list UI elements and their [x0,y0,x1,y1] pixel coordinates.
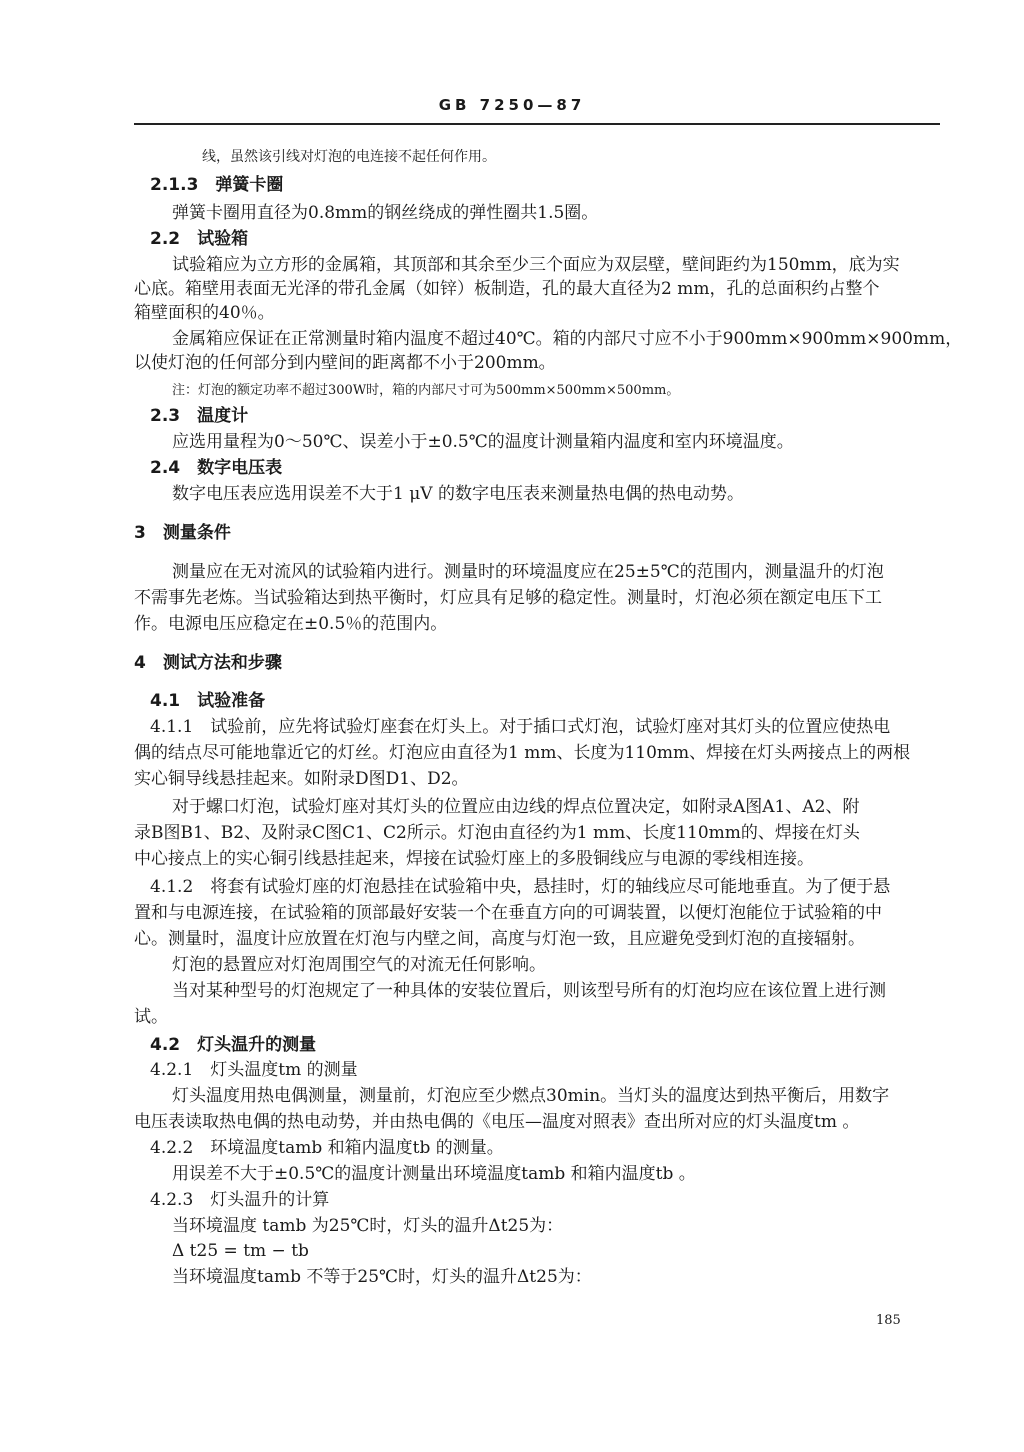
text-line: 以使灯泡的任何部分到内壁间的距离都不小于200mm。 [134,353,556,373]
text-line: 当对某种型号的灯泡规定了一种具体的安装位置后，则该型号所有的灯泡均应在该位置上进行测 [172,981,886,1001]
text-line: 当环境温度 tamb 为25℃时，灯头的温升Δt25为： [172,1216,564,1236]
section-heading: 4 测试方法和步骤 [134,653,282,673]
standard-header: GB 7250—87 [438,96,586,114]
text-line: 实心铜导线悬挂起来。如附录D图D1、D2。 [134,769,469,789]
section-heading: 2.3 温度计 [150,406,249,426]
text-line: 当环境温度tamb 不等于25℃时，灯头的温升Δt25为： [172,1267,592,1287]
page-number: 185 [876,1313,901,1328]
text-line: 灯头温度用热电偶测量，测量前，灯泡应至少燃点30min。当灯头的温度达到热平衡后，用数字 [172,1086,890,1106]
text-line: 4.2.1 灯头温度tm 的测量 [150,1060,358,1080]
text-line: 偶的结点尽可能地靠近它的灯丝。灯泡应由直径为1 mm、长度为110mm、焊接在灯头两接点上的两根 [134,743,911,763]
text-line: 对于螺口灯泡，试验灯座对其灯头的位置应由边线的焊点位置决定，如附录A图A1、A2、附 [172,797,860,817]
text-line: 心。测量时，温度计应放置在灯泡与内壁之间，高度与灯泡一致，且应避免受到灯泡的直接辐射。 [134,929,865,949]
text-line: 不需事先老炼。当试验箱达到热平衡时，灯应具有足够的稳定性。测量时，灯泡必须在额定电压下工 [134,588,882,608]
text-line: 置和与电源连接，在试验箱的顶部最好安装一个在垂直方向的可调装置，以便灯泡能位于试验箱的中 [134,903,882,923]
note-line: 注：灯泡的额定功率不超过300W时，箱的内部尺寸可为500mm×500mm×500mm。 [172,383,680,398]
text-line: 电压表读取热电偶的热电动势，并由热电偶的《电压—温度对照表》查出所对应的灯头温度tm 。 [134,1112,860,1132]
text-line: 测量应在无对流风的试验箱内进行。测量时的环境温度应在25±5℃的范围内，测量温升的灯泡 [172,562,884,582]
text-line: 用误差不大于±0.5℃的温度计测量出环境温度tamb 和箱内温度tb 。 [172,1164,696,1184]
section-heading: 2.1.3 弹簧卡圈 [150,175,284,195]
section-heading: 2.2 试验箱 [150,229,249,249]
text-line: 箱壁面积的40％。 [134,303,275,323]
formula-line: Δ t25 = tm − tb [172,1241,309,1261]
text-line: 心底。箱壁用表面无光泽的带孔金属（如锌）板制造，孔的最大直径为2 mm，孔的总面积约占整个 [134,279,880,299]
text-line: 4.2.2 环境温度tamb 和箱内温度tb 的测量。 [150,1138,504,1158]
section-heading: 4.2 灯头温升的测量 [150,1035,317,1055]
text-line: 数字电压表应选用误差不大于1 μV 的数字电压表来测量热电偶的热电动势。 [172,484,744,504]
text-line: 试验箱应为立方形的金属箱，其顶部和其余至少三个面应为双层壁，壁间距约为150mm，底为实 [172,255,900,275]
header-rule [134,123,940,125]
text-line: 金属箱应保证在正常测量时箱内温度不超过40℃。箱的内部尺寸应不小于900mm×900mm×900mm， [172,329,963,349]
text-line: 线，虽然该引线对灯泡的电连接不起任何作用。 [202,149,496,165]
text-line: 4.1.2 将套有试验灯座的灯泡悬挂在试验箱中央，悬挂时，灯的轴线应尽可能地垂直。为了便于悬 [150,877,891,897]
text-line: 录B图B1、B2、及附录C图C1、C2所示。灯泡由直径约为1 mm、长度110mm的、焊接在灯头 [134,823,860,843]
text-line: 4.1.1 试验前，应先将试验灯座套在灯头上。对于插口式灯泡，试验灯座对其灯头的位置应使热电 [150,717,891,737]
text-line: 4.2.3 灯头温升的计算 [150,1190,330,1210]
text-line: 作。电源电压应稳定在±0.5％的范围内。 [134,614,448,634]
section-heading: 4.1 试验准备 [150,691,266,711]
section-heading: 2.4 数字电压表 [150,458,283,478]
text-line: 试。 [134,1007,168,1027]
text-line: 应选用量程为0～50℃、误差小于±0.5℃的温度计测量箱内温度和室内环境温度。 [172,432,794,452]
text-line: 弹簧卡圈用直径为0.8mm的钢丝绕成的弹性圈共1.5圈。 [172,203,599,223]
text-line: 灯泡的悬置应对灯泡周围空气的对流无任何影响。 [172,955,546,975]
section-heading: 3 测量条件 [134,523,231,543]
text-line: 中心接点上的实心铜引线悬挂起来，焊接在试验灯座上的多股铜线应与电源的零线相连接。 [134,849,814,869]
